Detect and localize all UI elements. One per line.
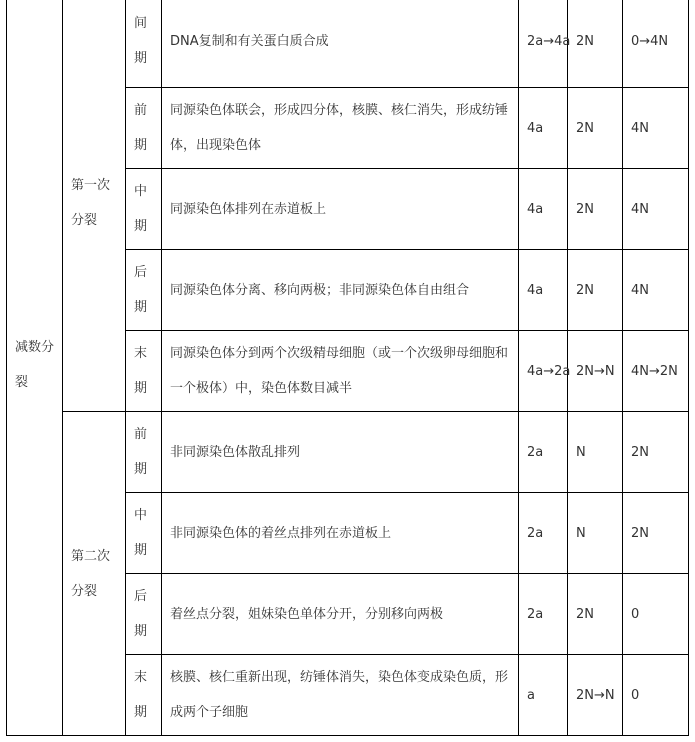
chromosome-cell: N <box>568 493 623 574</box>
dna-cell: 2a <box>519 493 568 574</box>
event-cell: 非同源染色体散乱排列 <box>162 412 519 493</box>
chromatid-cell: 4N <box>623 169 689 250</box>
group-label: 减数分裂 <box>7 0 63 736</box>
chromatid-cell: 2N <box>623 493 689 574</box>
chromosome-cell: 2N <box>568 169 623 250</box>
phase-cell: 中期 <box>126 493 162 574</box>
phase-cell: 末期 <box>126 331 162 412</box>
chromosome-cell: 2N <box>568 88 623 169</box>
table-row <box>7 412 689 493</box>
dna-cell: 4a <box>519 250 568 331</box>
phase-cell: 后期 <box>126 574 162 655</box>
chromatid-cell: 4N <box>623 250 689 331</box>
chromatid-cell: 4N→2N <box>623 331 689 412</box>
table-row <box>7 0 689 88</box>
dna-cell: 2a→4a <box>519 0 568 88</box>
phase-cell: 中期 <box>126 169 162 250</box>
dna-cell: 4a <box>519 169 568 250</box>
phase-cell: 末期 <box>126 655 162 736</box>
chromosome-cell: 2N→N <box>568 655 623 736</box>
event-cell: 核膜、核仁重新出现，纺锤体消失，染色体变成染色质，形成两个子细胞 <box>162 655 519 736</box>
chromatid-cell: 2N <box>623 412 689 493</box>
division-label: 第二次分裂 <box>63 412 126 736</box>
chromosome-cell: 2N <box>568 0 623 88</box>
phase-cell: 后期 <box>126 250 162 331</box>
chromatid-cell: 4N <box>623 88 689 169</box>
dna-cell: 2a <box>519 412 568 493</box>
chromatid-cell: 0→4N <box>623 0 689 88</box>
event-cell: DNA复制和有关蛋白质合成 <box>162 0 519 88</box>
dna-cell: 4a→2a <box>519 331 568 412</box>
event-cell: 同源染色体联会，形成四分体，核膜、核仁消失，形成纺锤体，出现染色体 <box>162 88 519 169</box>
event-cell: 同源染色体分离、移向两极；非同源染色体自由组合 <box>162 250 519 331</box>
chromatid-cell: 0 <box>623 655 689 736</box>
dna-cell: 4a <box>519 88 568 169</box>
chromosome-cell: 2N <box>568 574 623 655</box>
dna-cell: 2a <box>519 574 568 655</box>
phase-cell: 前期 <box>126 88 162 169</box>
phase-cell: 间期 <box>126 0 162 88</box>
dna-cell: a <box>519 655 568 736</box>
event-cell: 着丝点分裂，姐妹染色单体分开，分别移向两极 <box>162 574 519 655</box>
event-cell: 同源染色体分到两个次级精母细胞（或一个次级卵母细胞和一个极体）中，染色体数目减半 <box>162 331 519 412</box>
event-cell: 同源染色体排列在赤道板上 <box>162 169 519 250</box>
chromosome-cell: 2N→N <box>568 331 623 412</box>
event-cell: 非同源染色体的着丝点排列在赤道板上 <box>162 493 519 574</box>
division-label: 第一次分裂 <box>63 0 126 412</box>
phase-cell: 前期 <box>126 412 162 493</box>
meiosis-table <box>6 0 689 736</box>
chromatid-cell: 0 <box>623 574 689 655</box>
chromosome-cell: 2N <box>568 250 623 331</box>
table-body <box>7 0 689 736</box>
chromosome-cell: N <box>568 412 623 493</box>
